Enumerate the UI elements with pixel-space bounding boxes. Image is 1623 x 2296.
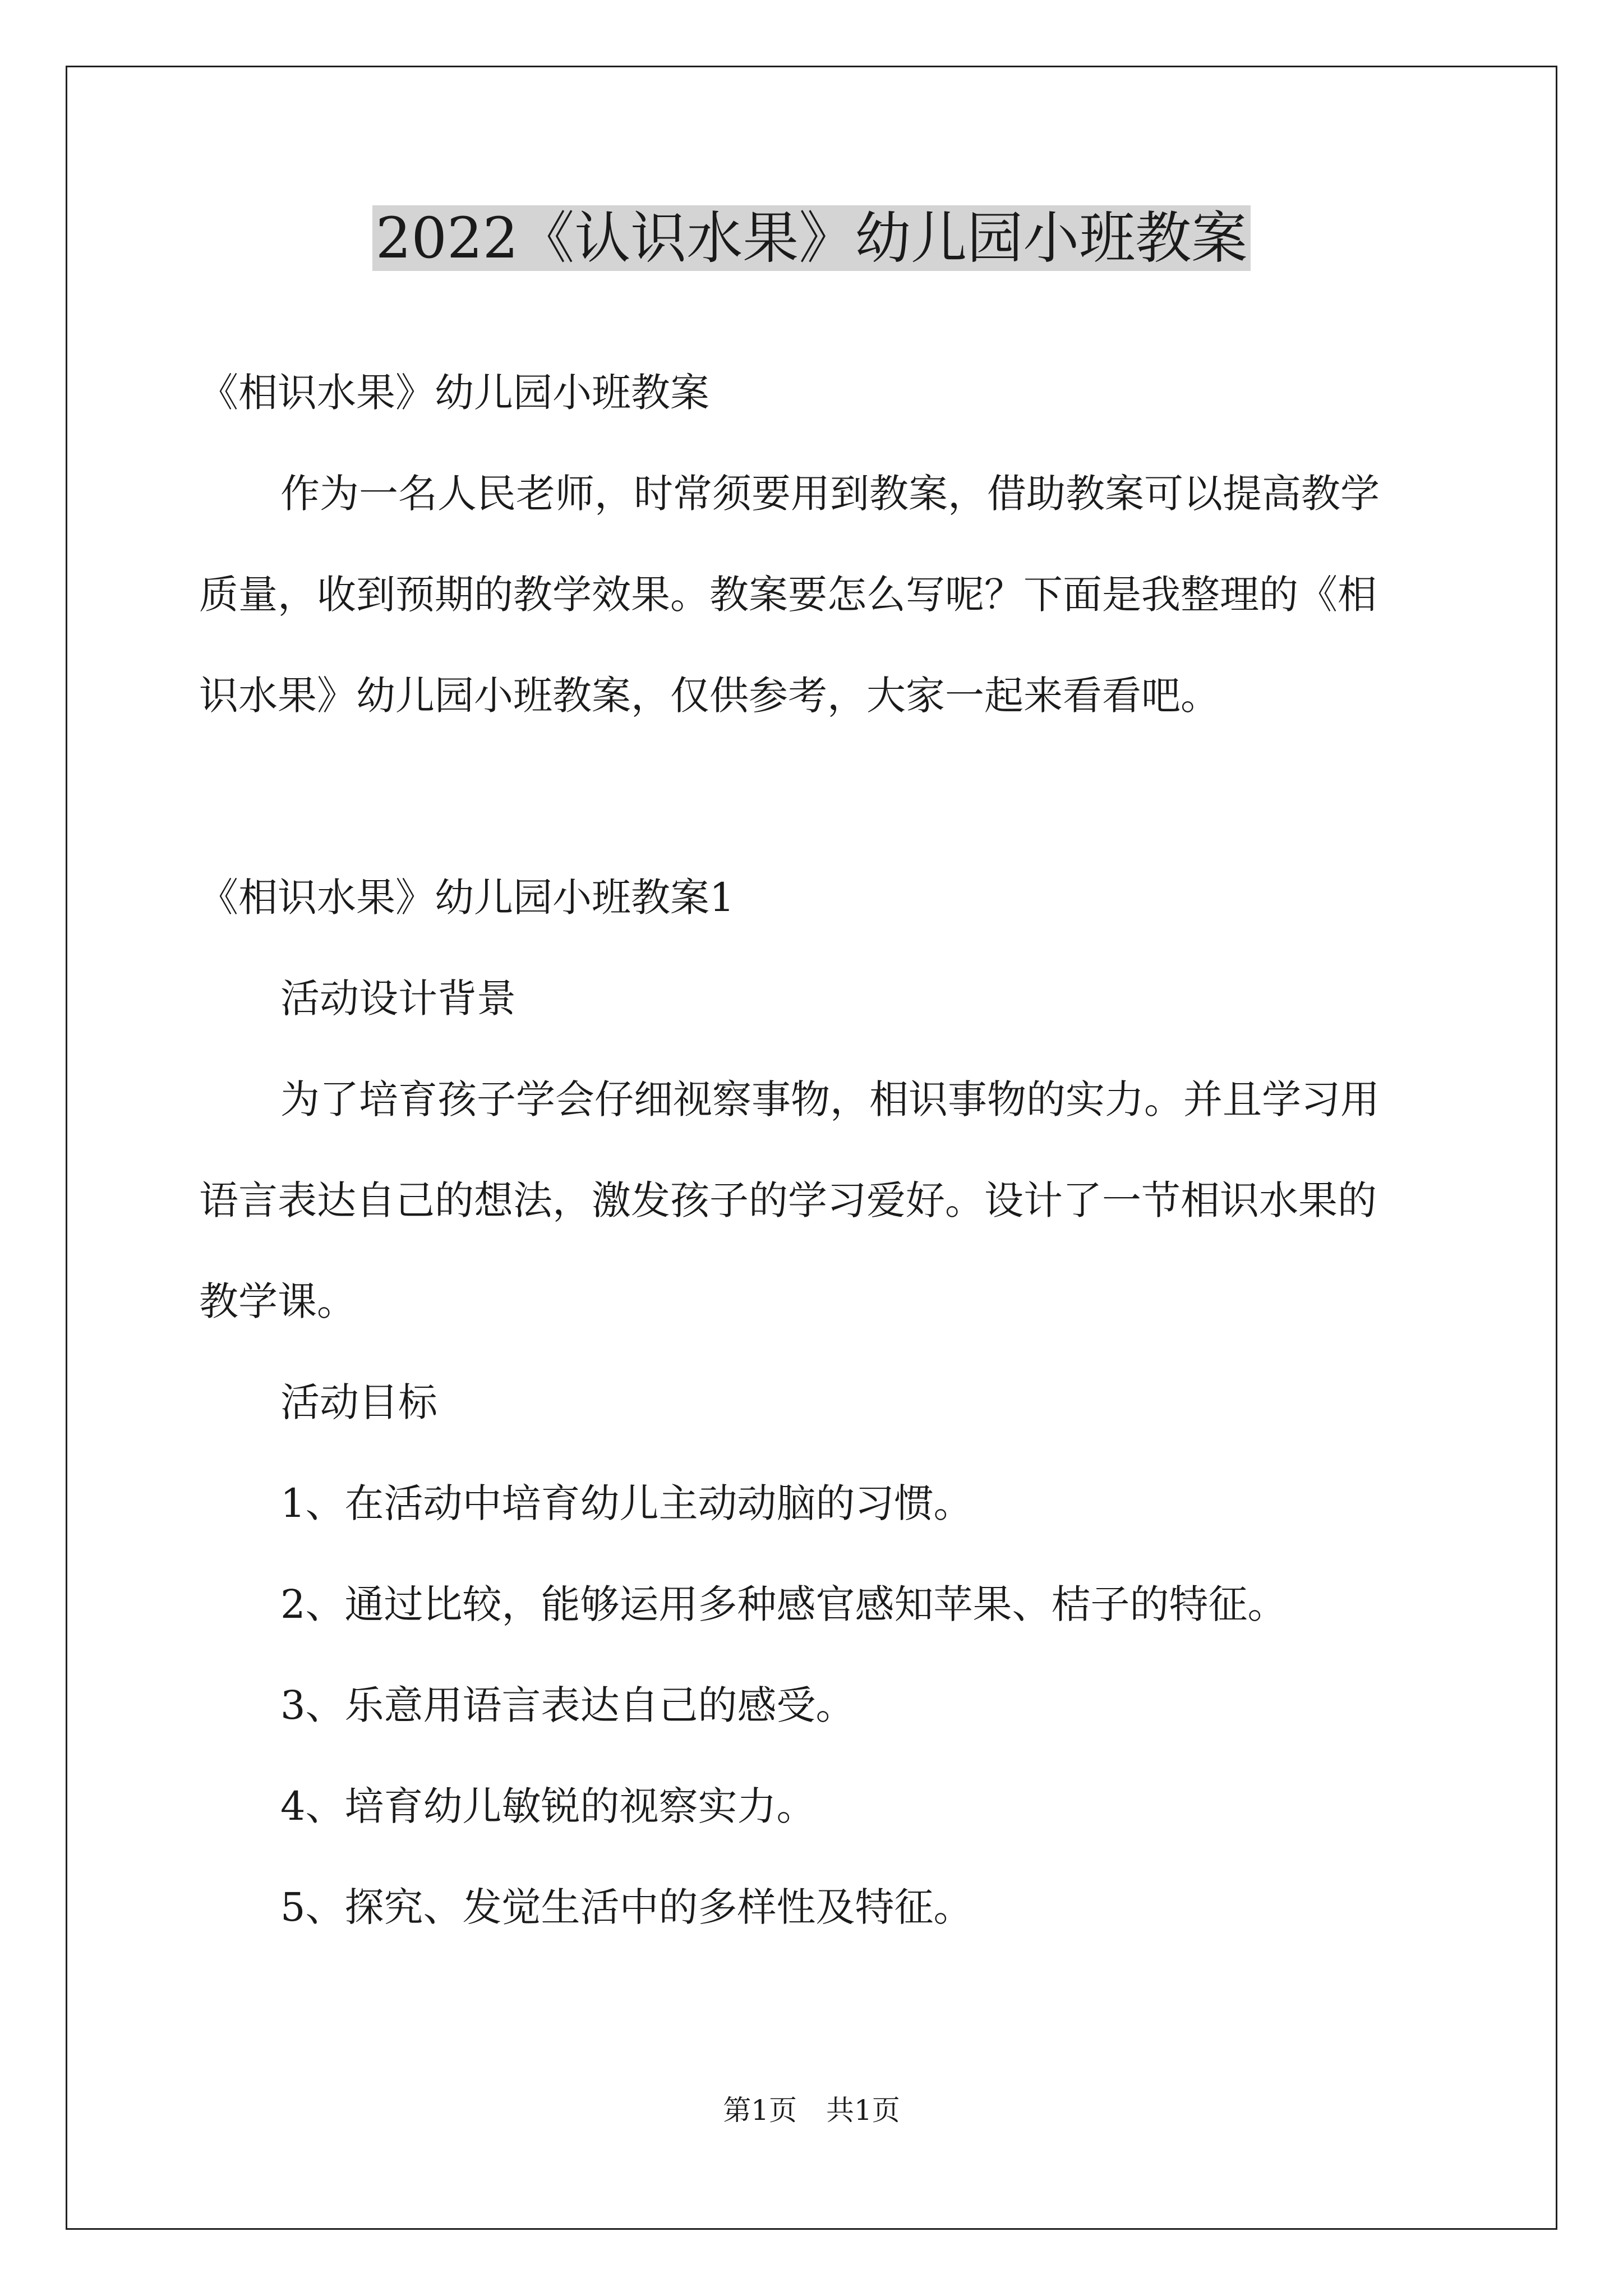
subtitle: 《相识水果》幼儿园小班教案 — [199, 370, 709, 416]
background-line: 为了培育孩子学会仔细视察事物，相识事物的实力。并且学习用 — [280, 1076, 1380, 1122]
intro-line: 质量，收到预期的教学效果。教案要怎么写呢？下面是我整理的《相 — [199, 572, 1377, 618]
paragraph-gap — [199, 746, 1433, 847]
intro-line: 识水果》幼儿园小班教案，仅供参考，大家一起来看看吧。 — [199, 673, 1220, 719]
goal-item: 5、探究、发觉生活中的多样性及特征。 — [280, 1884, 973, 1930]
background-line: 语言表达自己的想法，激发孩子的学习爱好。设计了一节相识水果的 — [199, 1177, 1377, 1223]
page-footer — [0, 2091, 1623, 2130]
document-body — [199, 342, 1433, 1958]
background-line: 教学课。 — [199, 1278, 356, 1324]
goals-heading: 活动目标 — [280, 1379, 437, 1425]
intro-line: 作为一名人民老师，时常须要用到教案，借助教案可以提高教学 — [280, 471, 1380, 517]
goal-item: 2、通过比较，能够运用多种感官感知苹果、桔子的特征。 — [280, 1581, 1287, 1627]
title-text: 2022《认识水果》幼儿园小班教案 — [372, 205, 1251, 271]
goal-item: 3、乐意用语言表达自己的感受。 — [280, 1682, 855, 1728]
page-total: 共1页 — [826, 2094, 900, 2127]
page-current: 第1页 — [723, 2094, 797, 2127]
goal-item: 4、培育幼儿敏锐的视察实力。 — [280, 1783, 816, 1829]
section-heading: 《相识水果》幼儿园小班教案1 — [199, 875, 735, 921]
goal-item: 1、在活动中培育幼儿主动动脑的习惯。 — [280, 1480, 973, 1526]
background-heading: 活动设计背景 — [280, 976, 516, 1022]
document-title — [0, 202, 1623, 275]
